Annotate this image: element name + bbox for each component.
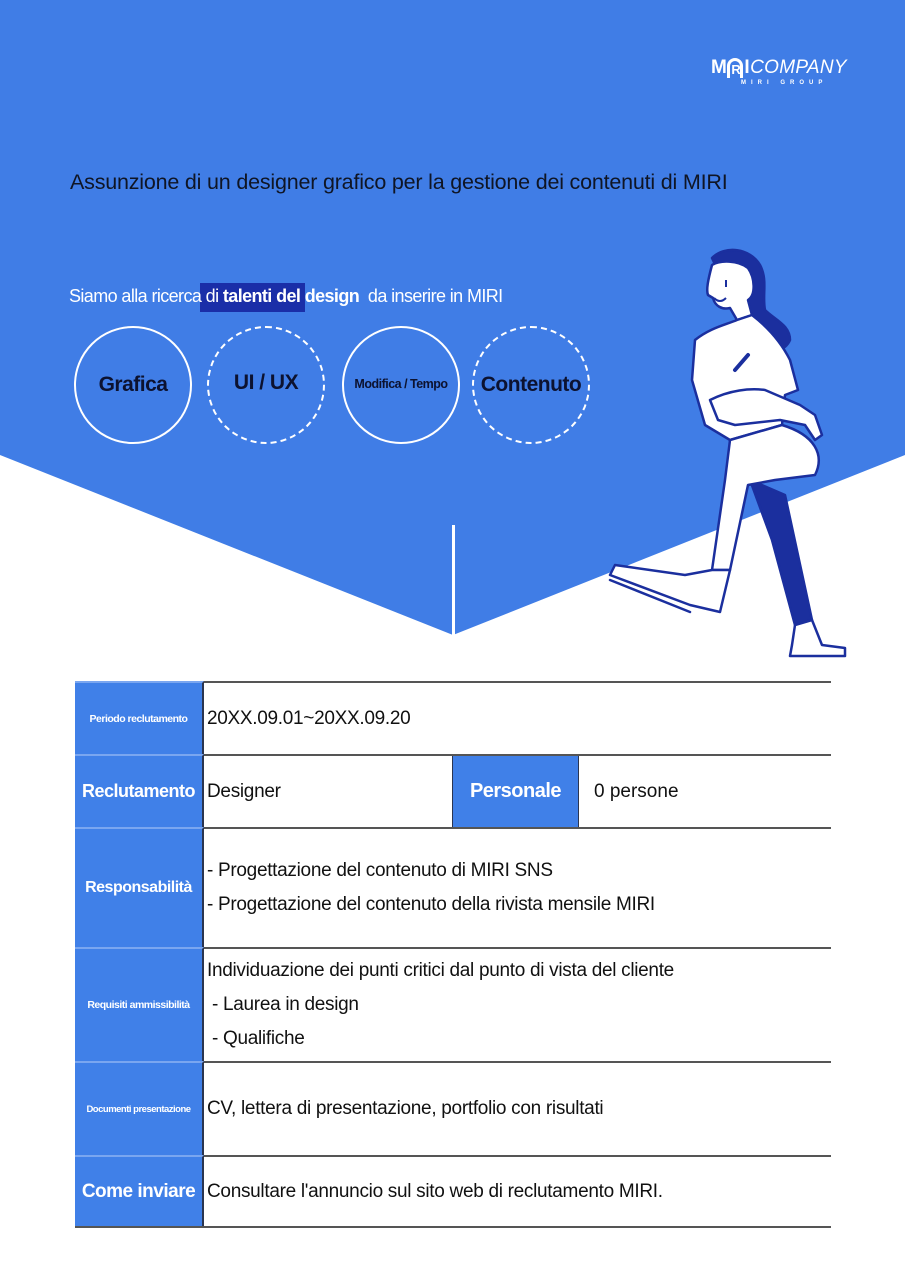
value-period: 20XX.09.01~20XX.09.20 — [207, 707, 411, 729]
logo-subtitle: MIRI GROUP — [741, 80, 828, 86]
tagline — [69, 286, 503, 307]
label-staff: Personale — [452, 756, 579, 827]
value-documents: CV, lettera di presentazione, portfolio con risultati — [207, 1098, 604, 1119]
logo-mark-m: M — [711, 57, 727, 78]
label-requirements: Requisiti ammissibilità — [75, 947, 204, 1061]
label-responsibilities: Responsabilità — [75, 827, 204, 947]
skill-circle-modifica-tempo: Modifica / Tempo — [342, 326, 460, 444]
label-documents: Documenti presentazione — [75, 1061, 204, 1155]
row-responsibilities — [75, 827, 831, 947]
row-period — [75, 681, 831, 754]
label-period: Periodo reclutamento — [75, 681, 204, 754]
tagline-part1: Siamo alla ricer — [69, 286, 184, 306]
responsibility-item: - Progettazione del contenuto di MIRI SNS — [207, 860, 553, 881]
skill-circle-uiux: UI / UX — [207, 326, 325, 444]
logo-arch-icon: R — [727, 58, 743, 78]
company-logo — [711, 58, 856, 94]
job-details-table — [75, 681, 831, 1228]
value-how-to-apply: Consultare l'annuncio sul sito web di reclutamento MIRI. — [207, 1180, 663, 1202]
tagline-bold: talenti del design — [222, 286, 360, 306]
woman-illustration-icon — [600, 240, 860, 660]
row-how-to-apply — [75, 1155, 831, 1228]
logo-company-text: COMPANY — [750, 57, 847, 78]
vertical-divider — [452, 525, 455, 635]
label-recruitment: Reclutamento — [75, 754, 204, 827]
value-requirements — [204, 949, 831, 1061]
tagline-part3: da inserire in MIRI — [359, 286, 503, 306]
value-recruitment: Designer — [207, 780, 281, 802]
skill-circle-grafica: Grafica — [74, 326, 192, 444]
row-documents — [75, 1061, 831, 1155]
requirement-item: - Laurea in design — [207, 994, 359, 1015]
requirement-item: - Qualifiche — [207, 1028, 305, 1049]
label-how-to-apply: Come inviare — [75, 1155, 204, 1226]
page-title: Assunzione di un designer grafico per la gestione dei contenuti di MIRI — [70, 170, 728, 194]
tagline-part2: ca di — [183, 286, 223, 306]
row-recruitment — [75, 754, 831, 827]
value-staff: 0 persone — [594, 780, 679, 802]
value-responsibilities — [204, 829, 831, 947]
row-requirements — [75, 947, 831, 1061]
logo-mark-i: I — [744, 57, 750, 78]
responsibility-item: - Progettazione del contenuto della rivista mensile MIRI — [207, 894, 655, 915]
requirement-item: Individuazione dei punti critici dal punto di vista del cliente — [207, 960, 674, 981]
skill-circle-contenuto: Contenuto — [472, 326, 590, 444]
